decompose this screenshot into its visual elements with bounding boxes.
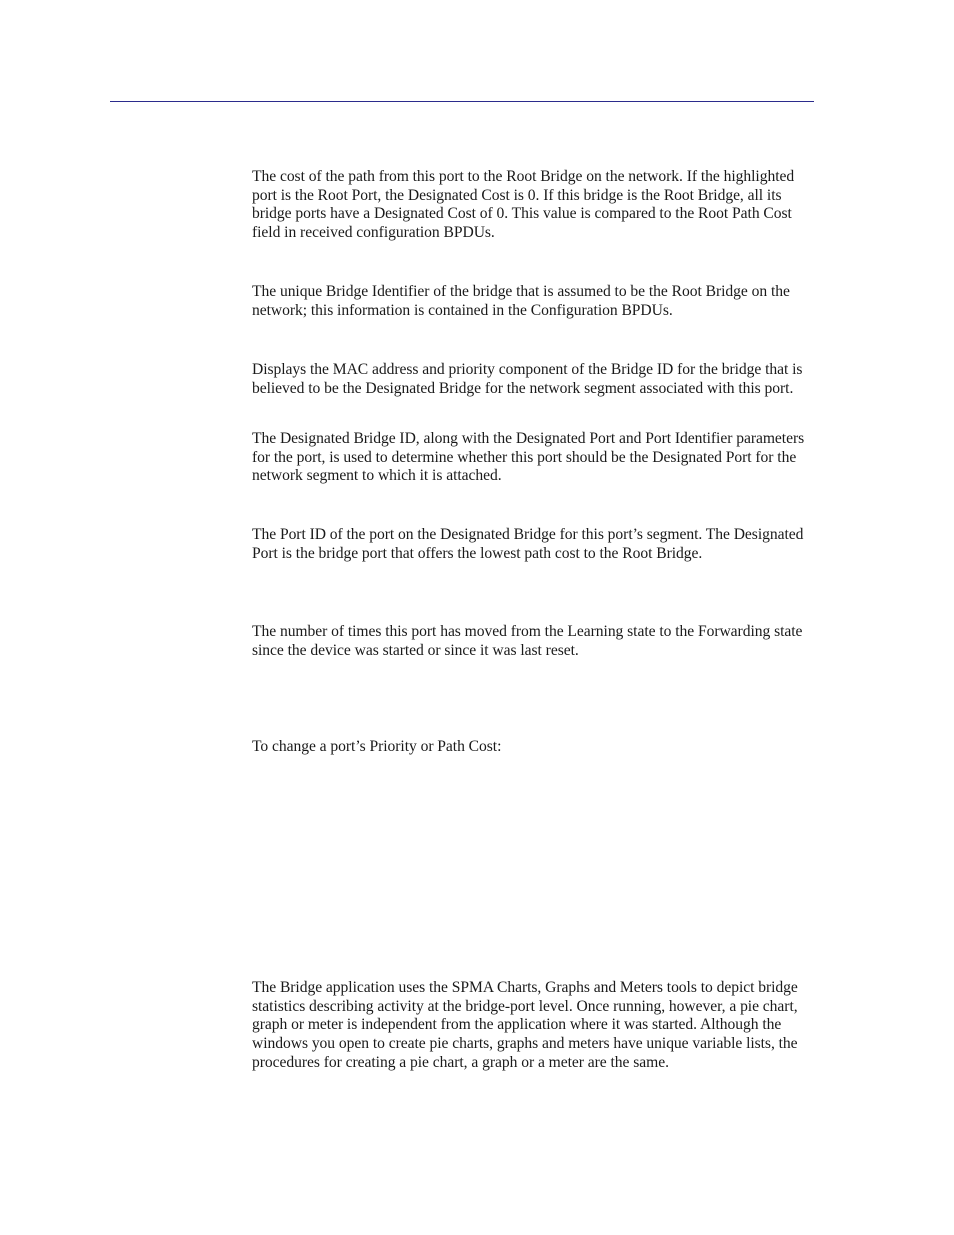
change-priority-intro: To change a port’s Priority or Path Cost: [252,738,502,755]
designated-root-description: The unique Bridge Identifier of the bridge that is assumed to be the Root Bridge on the network; this information is contained in the Configuration BPDUs. [252,283,790,319]
charts-graphs-description: The Bridge application uses the SPMA Charts, Graphs and Meters tools to depict bridge statistics describing activity at the bridge-port level. Once running, however, a pie chart, graph or meter is independent from the application where it was started. Although the windows you open to create pie charts, graphs and meters have unique variable lists, the procedures for creating a pie chart, a graph or a meter are the same. [252,979,798,1071]
header-rule [110,101,814,102]
designated-bridge-note: The Designated Bridge ID, along with the Designated Port and Port Identifier parameters for the port, is used to determine whether this port should be the Designated Port for the network segment to which it is attached. [252,430,805,485]
forward-transitions-description: The number of times this port has moved from the Learning state to the Forwarding state since the device was started or since it was last reset. [252,623,803,659]
designated-port-description: The Port ID of the port on the Designated Bridge for this port’s segment. The Designated Port is the bridge port that offers the lowest path cost to the Root Bridge. [252,526,804,562]
designated-bridge-description: Displays the MAC address and priority component of the Bridge ID for the bridge that is believed to be the Designated Bridge for the network segment associated with this port. [252,361,803,397]
designated-cost-description: The cost of the path from this port to the Root Bridge on the network. If the highlighted port is the Root Port, the Designated Cost is 0. If this bridge is the Root Bridge, all its bridge ports have a Designated Cost of 0. This value is compared to the Root Path Cost field in received configuration BPDUs. [252,168,795,242]
